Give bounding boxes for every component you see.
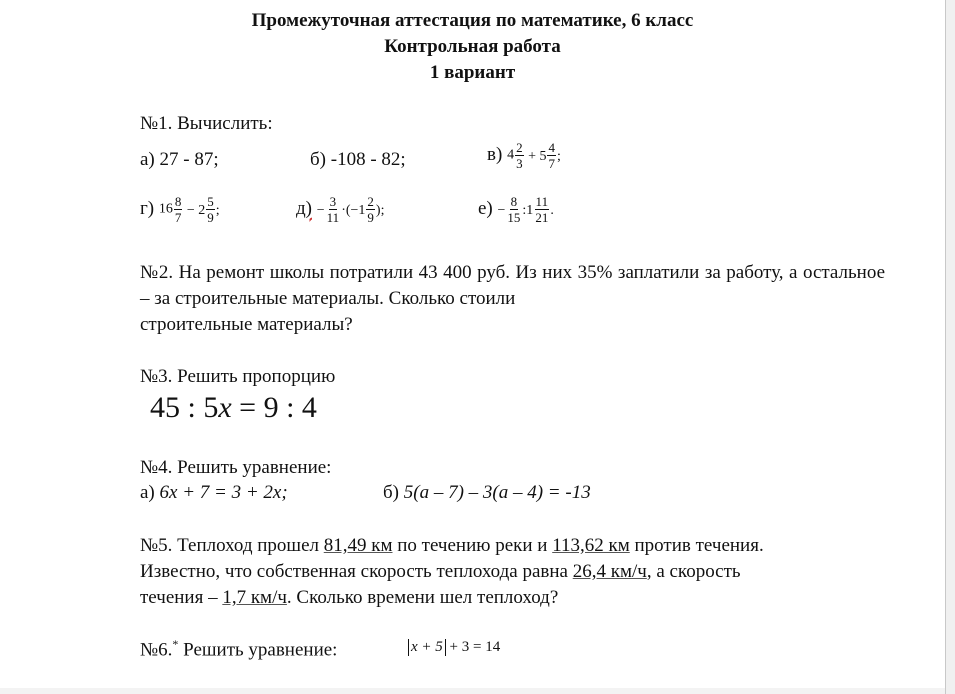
task1-g: г) 16 $\frac{8}{7}$ − 2 $\frac{5}{9}$ ; [140, 194, 220, 225]
task1-d-label: д) [296, 197, 312, 219]
task1-v-label: в) [487, 143, 503, 165]
task4-b-equation: 5(a – 7) – 3(a – 4) = -13 [403, 482, 591, 503]
task1-e: е) − $\frac{8}{15}$ :1 $\frac{11}{21}$ . [478, 194, 554, 225]
task4-b: б) 5(a – 7) – 3(a – 4) = -13 [383, 482, 591, 503]
task3-equation: 45 : 5x = 9 : 4 [150, 391, 317, 424]
task2-line1: №2. На ремонт школы потратили 43 400 руб. Из них 35% заплатили за [140, 262, 721, 283]
header-title: Промежуточная аттестация по математике, 6 класс [251, 10, 694, 31]
task1-b: б) -108 - 82; [310, 149, 406, 170]
task6-equation: x + 5 + 3 = 14 [408, 639, 500, 656]
task5-line2: Известно, что собственная скорость теплохода равна 26,4 км/ч, а скорость [140, 561, 741, 582]
task2-text [140, 260, 885, 338]
task3-title: №3. Решить пропорцию [140, 366, 336, 387]
task1-d: д) − $\frac{3}{11}$ ·(−1 $\frac{2}{9}$ ); [296, 194, 385, 225]
task5-line1: №5. Теплоход прошел 81,49 км по течению реки и 113,62 км против течения. [140, 535, 764, 556]
page-bottom-shadow [0, 688, 945, 694]
page-edge [945, 0, 955, 694]
task4-a-equation: 6x + 7 = 3 + 2x; [159, 482, 288, 503]
task2-line3: строительные материалы? [140, 314, 353, 335]
task6: №6.* Решить уравнение: [140, 637, 338, 661]
task1-title: №1. Вычислить: [140, 113, 273, 134]
task2-line2: работу, а остальное – за строительные материалы. Сколько стоили [140, 262, 886, 309]
task1-e-label: е) [478, 197, 493, 219]
task1-v: в) 4 $\frac{2}{3}$ + 5 $\frac{4}{7}$ ; [487, 140, 561, 171]
task1-a: а) 27 - 87; [140, 149, 219, 170]
task4-title: №4. Решить уравнение: [140, 457, 332, 478]
task4-a: а) 6x + 7 = 3 + 2x; [140, 482, 288, 503]
header-variant: 1 вариант [429, 62, 516, 83]
header-subtitle: Контрольная работа [384, 36, 561, 57]
task5-line3: течения – 1,7 км/ч. Сколько времени шел теплоход? [140, 587, 559, 608]
task1-g-label: г) [140, 197, 155, 219]
